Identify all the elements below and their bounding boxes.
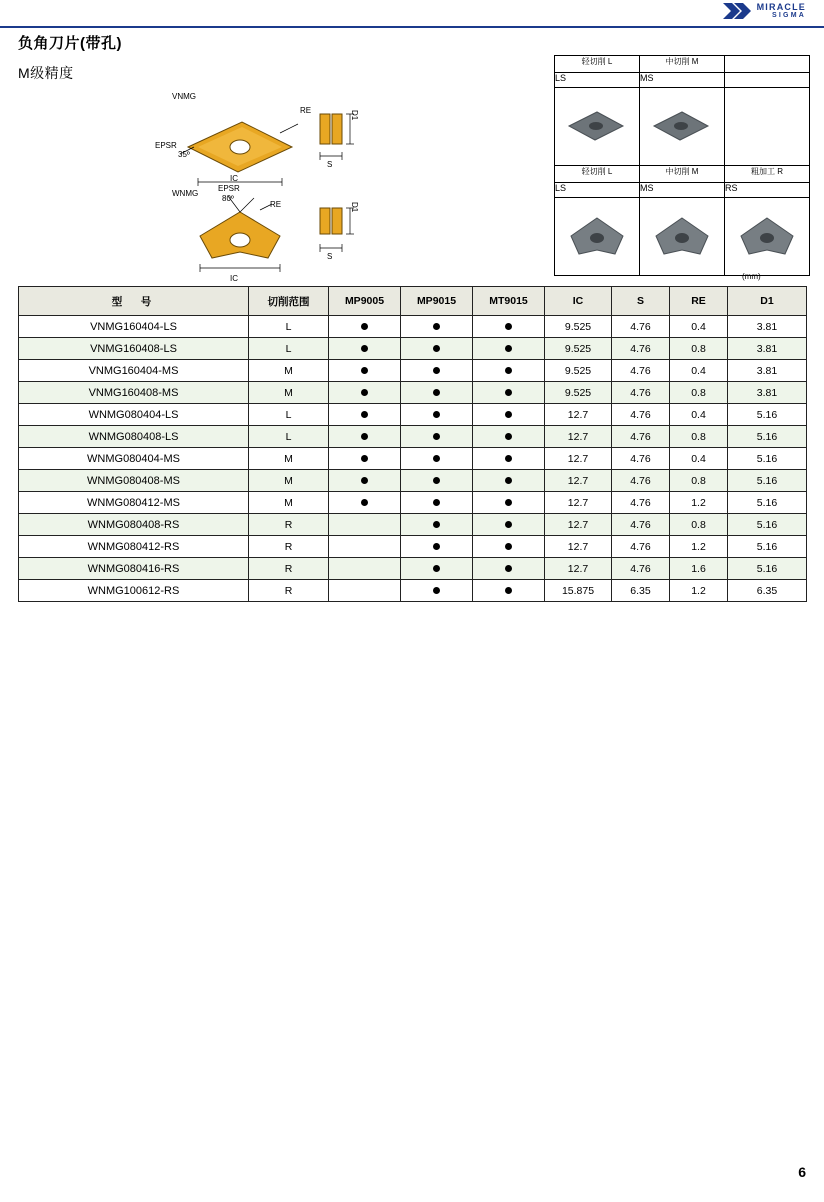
- photo-group1-header-empty: [725, 56, 810, 73]
- photo-cell-wnmg-rs: [725, 198, 810, 276]
- cell-mp9015: [401, 316, 473, 338]
- cell-ic: 12.7: [545, 558, 612, 580]
- cell-ic: 9.525: [545, 382, 612, 404]
- availability-dot: [433, 587, 440, 594]
- cell-mp9015: [401, 558, 473, 580]
- cell-model: WNMG080408-RS: [19, 514, 249, 536]
- header-s: S: [612, 287, 670, 316]
- photo-group1-header-row: [555, 56, 810, 73]
- cell-mp9015: [401, 580, 473, 602]
- wnmg-ic-label: IC: [230, 274, 238, 283]
- cell-d1: 5.16: [728, 536, 807, 558]
- cell-d1: 6.35: [728, 580, 807, 602]
- availability-dot: [505, 345, 512, 352]
- cell-mt9015: [473, 580, 545, 602]
- cell-model: WNMG080412-MS: [19, 492, 249, 514]
- table-row: [19, 316, 807, 338]
- page-header: [0, 0, 824, 28]
- photo-group1-code-row: [555, 73, 810, 88]
- cell-model: VNMG160404-LS: [19, 316, 249, 338]
- cell-re: 0.8: [670, 426, 728, 448]
- table-row: [19, 382, 807, 404]
- photo-group2-code-ls: LS: [555, 183, 640, 198]
- cell-model: WNMG080416-RS: [19, 558, 249, 580]
- availability-dot: [433, 499, 440, 506]
- specification-table: [18, 286, 807, 602]
- cell-mp9005: [329, 580, 401, 602]
- availability-dot: [505, 565, 512, 572]
- header-mp9005: MP9005: [329, 287, 401, 316]
- page-title: 负角刀片(带孔): [18, 35, 122, 52]
- cell-mt9015: [473, 404, 545, 426]
- availability-dot: [361, 411, 368, 418]
- vnmg-epsr-label: EPSR: [155, 141, 177, 150]
- cell-range: M: [249, 492, 329, 514]
- availability-dot: [505, 411, 512, 418]
- table-row: [19, 426, 807, 448]
- wnmg-ms-photo-icon: [640, 198, 724, 270]
- cell-mp9015: [401, 448, 473, 470]
- availability-dot: [433, 477, 440, 484]
- photo-group2-header-m: 中切削 M: [640, 166, 725, 183]
- availability-dot: [433, 323, 440, 330]
- cell-mp9015: [401, 492, 473, 514]
- cell-s: 4.76: [612, 404, 670, 426]
- header-mt9015: MT9015: [473, 287, 545, 316]
- table-row: [19, 514, 807, 536]
- cell-s: 6.35: [612, 580, 670, 602]
- photo-cell-vnmg-ls: [555, 88, 640, 166]
- cell-d1: 3.81: [728, 338, 807, 360]
- cell-mp9015: [401, 404, 473, 426]
- cell-ic: 12.7: [545, 470, 612, 492]
- table-row: [19, 536, 807, 558]
- wnmg-re-label: RE: [270, 200, 282, 209]
- cell-model: WNMG080408-MS: [19, 470, 249, 492]
- cell-re: 0.8: [670, 338, 728, 360]
- availability-dot: [361, 367, 368, 374]
- cell-mp9005: [329, 470, 401, 492]
- photo-cell-empty: [725, 88, 810, 166]
- cell-model: WNMG080404-MS: [19, 448, 249, 470]
- cell-re: 0.8: [670, 514, 728, 536]
- cell-re: 0.4: [670, 360, 728, 382]
- cell-mt9015: [473, 448, 545, 470]
- cell-re: 0.8: [670, 470, 728, 492]
- cell-mp9005: [329, 514, 401, 536]
- cell-mp9005: [329, 360, 401, 382]
- cell-s: 4.76: [612, 448, 670, 470]
- vnmg-ic-label: IC: [230, 174, 238, 183]
- photo-cell-wnmg-ls: [555, 198, 640, 276]
- header-range: 切削范围: [249, 287, 329, 316]
- cell-ic: 12.7: [545, 426, 612, 448]
- diagram-vnmg-label: VNMG: [172, 92, 196, 101]
- photo-group2-code-row: [555, 183, 810, 198]
- availability-dot: [505, 455, 512, 462]
- cell-s: 4.76: [612, 316, 670, 338]
- table-row: [19, 448, 807, 470]
- table-row: [19, 558, 807, 580]
- cell-ic: 12.7: [545, 404, 612, 426]
- cell-re: 0.4: [670, 316, 728, 338]
- cell-d1: 3.81: [728, 360, 807, 382]
- cell-mt9015: [473, 536, 545, 558]
- cell-re: 1.2: [670, 580, 728, 602]
- cell-re: 1.2: [670, 536, 728, 558]
- wnmg-angle-label: 80º: [222, 194, 234, 203]
- wnmg-s-label: S: [327, 252, 333, 261]
- availability-dot: [505, 323, 512, 330]
- cell-ic: 12.7: [545, 448, 612, 470]
- cell-range: L: [249, 426, 329, 448]
- cell-d1: 3.81: [728, 316, 807, 338]
- header-ic: IC: [545, 287, 612, 316]
- wnmg-rs-photo-icon: [725, 198, 809, 270]
- cell-mp9015: [401, 338, 473, 360]
- photo-group2-image-row: [555, 198, 810, 276]
- photo-group2-header-r: 粗加工 R: [725, 166, 810, 183]
- vnmg-side-view-icon: [312, 104, 382, 184]
- table-row: [19, 580, 807, 602]
- header-mp9015: MP9015: [401, 287, 473, 316]
- cell-mt9015: [473, 382, 545, 404]
- availability-dot: [433, 411, 440, 418]
- cell-d1: 5.16: [728, 404, 807, 426]
- cell-d1: 5.16: [728, 448, 807, 470]
- availability-dot: [433, 367, 440, 374]
- cell-mp9005: [329, 448, 401, 470]
- availability-dot: [361, 323, 368, 330]
- cell-mp9005: [329, 426, 401, 448]
- cell-mp9015: [401, 360, 473, 382]
- cell-ic: 9.525: [545, 338, 612, 360]
- availability-dot: [505, 367, 512, 374]
- cell-re: 1.2: [670, 492, 728, 514]
- photo-group2-code-rs: RS: [725, 183, 810, 198]
- cell-model: VNMG160404-MS: [19, 360, 249, 382]
- table-row: [19, 404, 807, 426]
- cell-mp9015: [401, 514, 473, 536]
- cell-d1: 5.16: [728, 514, 807, 536]
- cell-ic: 9.525: [545, 316, 612, 338]
- photo-group1-header-m: 中切削 M: [640, 56, 725, 73]
- cell-range: L: [249, 404, 329, 426]
- cell-model: VNMG160408-MS: [19, 382, 249, 404]
- availability-dot: [433, 433, 440, 440]
- cell-ic: 9.525: [545, 360, 612, 382]
- photo-cell-vnmg-ms: [640, 88, 725, 166]
- unit-note: (mm): [742, 272, 761, 281]
- availability-dot: [505, 543, 512, 550]
- availability-dot: [433, 389, 440, 396]
- logo-primary-text: MIRACLE: [756, 2, 806, 12]
- wnmg-ls-photo-icon: [555, 198, 639, 270]
- cell-mp9015: [401, 470, 473, 492]
- page-subtitle: M级精度: [18, 65, 74, 81]
- logo-secondary-text: SIGMA: [772, 12, 806, 19]
- availability-dot: [361, 455, 368, 462]
- cell-range: R: [249, 536, 329, 558]
- availability-dot: [433, 345, 440, 352]
- photo-group1-code-ls: LS: [555, 73, 640, 88]
- cell-d1: 5.16: [728, 470, 807, 492]
- cell-s: 4.76: [612, 338, 670, 360]
- cell-mp9005: [329, 338, 401, 360]
- availability-dot: [505, 521, 512, 528]
- cell-d1: 3.81: [728, 382, 807, 404]
- cell-mp9005: [329, 492, 401, 514]
- photo-group1-code-ms: MS: [640, 73, 725, 88]
- wnmg-side-view-icon: [312, 196, 382, 276]
- cell-range: M: [249, 448, 329, 470]
- cell-range: R: [249, 514, 329, 536]
- photo-group1-image-row: [555, 88, 810, 166]
- diagram-wnmg-label: WNMG: [172, 189, 199, 198]
- cell-mp9005: [329, 316, 401, 338]
- cell-mt9015: [473, 426, 545, 448]
- cell-re: 0.8: [670, 382, 728, 404]
- availability-dot: [433, 565, 440, 572]
- cell-s: 4.76: [612, 514, 670, 536]
- cell-re: 0.4: [670, 448, 728, 470]
- vnmg-angle-label: 35º: [178, 150, 190, 159]
- cell-mp9015: [401, 426, 473, 448]
- cell-range: L: [249, 338, 329, 360]
- table-row: [19, 360, 807, 382]
- cell-model: WNMG100612-RS: [19, 580, 249, 602]
- photo-group1-header-l: 轻切削 L: [555, 56, 640, 73]
- wnmg-epsr-label: EPSR: [218, 184, 240, 193]
- cell-mt9015: [473, 514, 545, 536]
- cell-range: M: [249, 470, 329, 492]
- cell-mp9005: [329, 382, 401, 404]
- spec-header-row: [19, 287, 807, 316]
- cell-s: 4.76: [612, 492, 670, 514]
- vnmg-s-label: S: [327, 160, 333, 169]
- insert-diagram: [155, 84, 520, 284]
- availability-dot: [361, 433, 368, 440]
- availability-dot: [505, 499, 512, 506]
- photo-group2-header-l: 轻切削 L: [555, 166, 640, 183]
- availability-dot: [361, 499, 368, 506]
- brand-logo: [723, 1, 806, 21]
- page-number: 6: [798, 1164, 806, 1180]
- vnmg-d1-label: D1: [350, 110, 359, 121]
- cell-mt9015: [473, 492, 545, 514]
- insert-photo-table: [554, 55, 810, 276]
- cell-range: M: [249, 360, 329, 382]
- cell-ic: 15.875: [545, 580, 612, 602]
- cell-model: WNMG080404-LS: [19, 404, 249, 426]
- wnmg-d1-label: D1: [350, 202, 359, 213]
- cell-range: R: [249, 558, 329, 580]
- availability-dot: [361, 345, 368, 352]
- logo-chevron-icon: [723, 1, 753, 21]
- cell-ic: 12.7: [545, 514, 612, 536]
- cell-d1: 5.16: [728, 558, 807, 580]
- cell-mp9005: [329, 558, 401, 580]
- photo-group1-code-empty: [725, 73, 810, 88]
- availability-dot: [505, 433, 512, 440]
- vnmg-ms-photo-icon: [640, 88, 724, 160]
- cell-mp9005: [329, 536, 401, 558]
- cell-s: 4.76: [612, 558, 670, 580]
- cell-s: 4.76: [612, 536, 670, 558]
- cell-ic: 12.7: [545, 492, 612, 514]
- cell-range: L: [249, 316, 329, 338]
- cell-mp9005: [329, 404, 401, 426]
- cell-s: 4.76: [612, 426, 670, 448]
- vnmg-ls-photo-icon: [555, 88, 639, 160]
- cell-re: 1.6: [670, 558, 728, 580]
- cell-re: 0.4: [670, 404, 728, 426]
- cell-mt9015: [473, 558, 545, 580]
- cell-ic: 12.7: [545, 536, 612, 558]
- cell-model: WNMG080412-RS: [19, 536, 249, 558]
- photo-group2-header-row: [555, 166, 810, 183]
- cell-s: 4.76: [612, 382, 670, 404]
- photo-group2-code-ms: MS: [640, 183, 725, 198]
- cell-mt9015: [473, 338, 545, 360]
- availability-dot: [505, 389, 512, 396]
- availability-dot: [361, 389, 368, 396]
- cell-model: WNMG080408-LS: [19, 426, 249, 448]
- availability-dot: [505, 477, 512, 484]
- cell-s: 4.76: [612, 360, 670, 382]
- availability-dot: [433, 521, 440, 528]
- table-row: [19, 338, 807, 360]
- cell-range: R: [249, 580, 329, 602]
- availability-dot: [433, 455, 440, 462]
- cell-model: VNMG160408-LS: [19, 338, 249, 360]
- cell-mt9015: [473, 316, 545, 338]
- vnmg-re-label: RE: [300, 106, 312, 115]
- cell-mp9015: [401, 536, 473, 558]
- cell-s: 4.76: [612, 470, 670, 492]
- photo-cell-wnmg-ms: [640, 198, 725, 276]
- availability-dot: [505, 587, 512, 594]
- cell-mt9015: [473, 360, 545, 382]
- cell-d1: 5.16: [728, 492, 807, 514]
- header-d1: D1: [728, 287, 807, 316]
- availability-dot: [361, 477, 368, 484]
- cell-range: M: [249, 382, 329, 404]
- cell-d1: 5.16: [728, 426, 807, 448]
- availability-dot: [433, 543, 440, 550]
- cell-mp9015: [401, 382, 473, 404]
- header-model: 型 号: [19, 287, 249, 316]
- cell-mt9015: [473, 470, 545, 492]
- header-re: RE: [670, 287, 728, 316]
- table-row: [19, 492, 807, 514]
- table-row: [19, 470, 807, 492]
